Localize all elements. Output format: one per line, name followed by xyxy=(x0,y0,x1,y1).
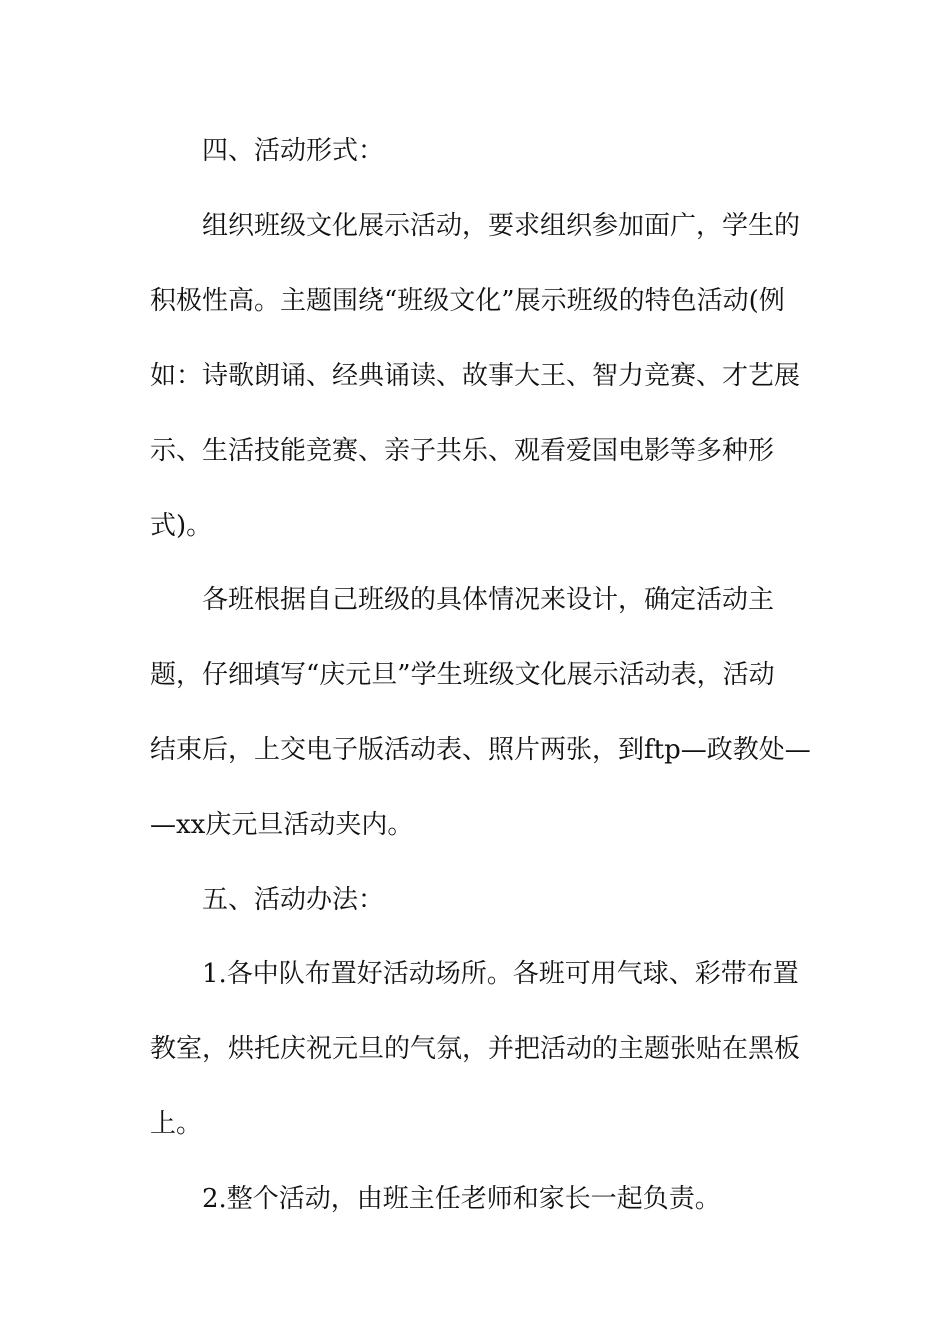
section-heading-activity-method: 五、活动办法： xyxy=(202,885,385,915)
paragraph-line: —xx庆元旦活动夹内。 xyxy=(150,810,414,840)
paragraph-line: 积极性高。主题围绕“班级文化”展示班级的特色活动(例 xyxy=(150,286,785,316)
paragraph-line: 题，仔细填写“庆元旦”学生班级文化展示活动表，活动 xyxy=(150,660,775,690)
section-heading-activity-form: 四、活动形式： xyxy=(202,136,385,166)
list-item-line: 教室，烘托庆祝元旦的气氛，并把活动的主题张贴在黑板 xyxy=(150,1034,801,1064)
paragraph-line: 示、生活技能竞赛、亲子共乐、观看爱国电影等多种形 xyxy=(150,436,775,466)
paragraph-line: 如：诗歌朗诵、经典诵读、故事大王、智力竞赛、才艺展 xyxy=(150,361,801,391)
list-item-line: 上。 xyxy=(150,1109,203,1139)
paragraph-line: 各班根据自己班级的具体情况来设计，确定活动主 xyxy=(202,585,775,615)
paragraph-line: 结束后，上交电子版活动表、照片两张，到ftp—政教处— xyxy=(150,735,811,765)
paragraph-line: 组织班级文化展示活动，要求组织参加面广，学生的 xyxy=(202,211,801,241)
list-item-line: 2.整个活动，由班主任老师和家长一起负责。 xyxy=(202,1184,721,1214)
paragraph-line: 式)。 xyxy=(150,511,213,541)
list-item-line: 1.各中队布置好活动场所。各班可用气球、彩带布置 xyxy=(202,959,799,989)
